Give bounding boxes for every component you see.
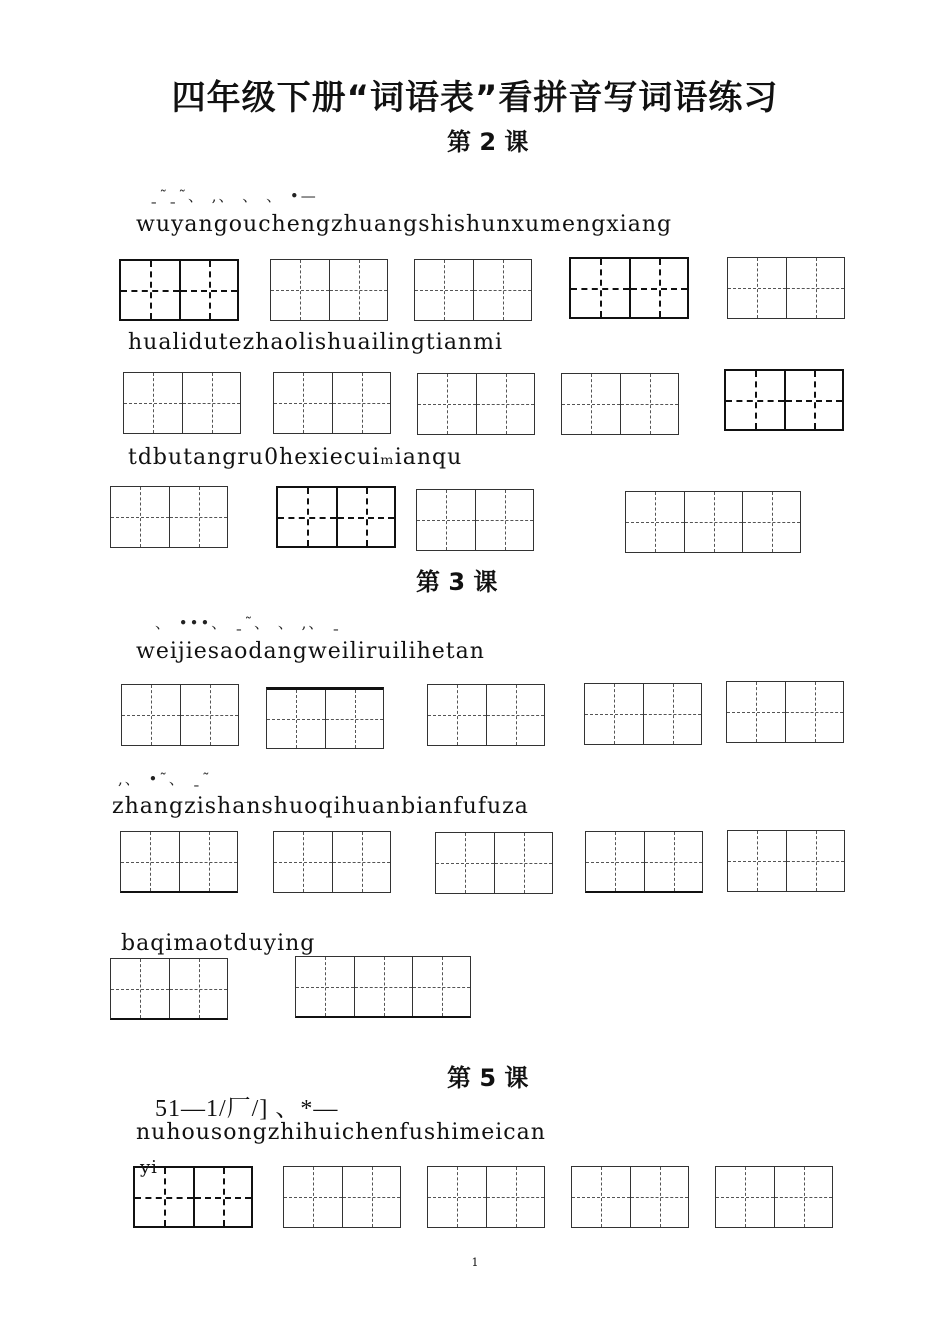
writing-grid-4[interactable] — [295, 956, 471, 1018]
writing-grid[interactable] — [727, 257, 845, 319]
writing-grid[interactable] — [273, 831, 391, 893]
lesson-3-heading: 第 3 课 — [416, 568, 498, 596]
pinyin-line: nuhousongzhihuichenfushimeican — [136, 1120, 546, 1145]
pinyin-line: tdbutangru0hexiecuiₘianqu — [128, 445, 463, 470]
writing-grid[interactable] — [561, 373, 679, 435]
writing-grid[interactable] — [276, 486, 396, 548]
writing-grid[interactable] — [427, 1166, 545, 1228]
pinyin-line: baqimaotduying — [121, 931, 316, 956]
writing-grid[interactable] — [121, 684, 239, 746]
writing-grid-4[interactable] — [625, 491, 801, 553]
pinyin-line: wuyangouchengzhuangshishunxumengxiang — [136, 212, 673, 237]
writing-grid[interactable] — [584, 683, 702, 745]
writing-grid[interactable] — [266, 687, 384, 749]
page-title: 四年级下册“词语表”看拼音写词语练习 — [171, 78, 779, 118]
pinyin-line: weijiesaodangweiliruilihetan — [136, 639, 485, 664]
writing-grid[interactable] — [110, 486, 228, 548]
writing-grid[interactable] — [435, 832, 553, 894]
writing-grid[interactable] — [110, 958, 228, 1020]
lesson-5-heading: 第 5 课 — [447, 1064, 529, 1092]
writing-grid[interactable] — [726, 681, 844, 743]
writing-grid[interactable] — [133, 1166, 253, 1228]
writing-grid[interactable] — [571, 1166, 689, 1228]
writing-grid[interactable] — [724, 369, 844, 431]
writing-grid[interactable] — [416, 489, 534, 551]
writing-grid[interactable] — [270, 259, 388, 321]
writing-grid[interactable] — [427, 684, 545, 746]
writing-grid[interactable] — [283, 1166, 401, 1228]
writing-grid[interactable] — [123, 372, 241, 434]
writing-grid[interactable] — [569, 257, 689, 319]
tone-marks-row: ˍ˜ˍ˜、 ,、 、 、 •— — [150, 187, 318, 205]
page-number: 1 — [471, 1256, 479, 1269]
writing-grid[interactable] — [417, 373, 535, 435]
tone-marks-row: 、 •••、 ˍ˜、 、 ,、 ˍ — [155, 614, 342, 632]
writing-grid[interactable] — [273, 372, 391, 434]
writing-grid[interactable] — [727, 830, 845, 892]
writing-grid[interactable] — [414, 259, 532, 321]
pinyin-line: zhangzishanshuoqihuanbianfufuza — [112, 794, 529, 819]
tone-marks-row: ,、 •˜、 ˍ˜ — [118, 770, 212, 788]
writing-grid[interactable] — [120, 831, 238, 893]
writing-grid[interactable] — [585, 831, 703, 893]
lesson-2-heading: 第 2 课 — [447, 128, 529, 156]
writing-grid[interactable] — [119, 259, 239, 321]
writing-grid[interactable] — [715, 1166, 833, 1228]
tone-marks-row: 51—1/厂/] 、*— — [155, 1096, 339, 1122]
pinyin-line: yi — [140, 1157, 158, 1178]
pinyin-line: hualidutezhaolishuailingtianmi — [128, 330, 503, 355]
